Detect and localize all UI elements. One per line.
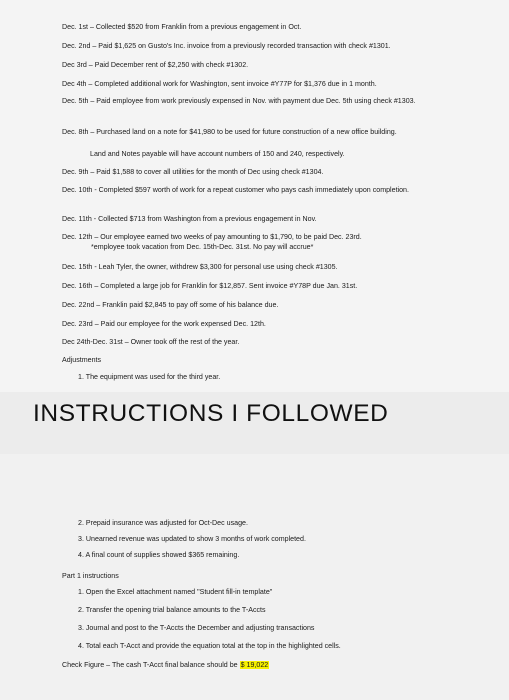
transaction-line: Dec. 8th – Purchased land on a note for $41,980 to be used for future construction of a new office building. [62, 128, 397, 136]
transaction-line: Dec 4th – Completed additional work for Washington, sent invoice #Y77P for $1,376 due in 1 month. [62, 80, 377, 88]
part1-label: Part 1 instructions [62, 572, 119, 580]
instruction-step: 1. Open the Excel attachment named "Student fill-in template" [78, 588, 273, 596]
transaction-line: Dec. 10th - Completed $597 worth of work for a repeat customer who pays cash immediately upon completion. [62, 186, 409, 194]
instructions-section [0, 454, 509, 700]
check-figure-value: $ 19,022 [240, 661, 269, 669]
transaction-line: Dec. 1st – Collected $520 from Franklin from a previous engagement in Oct. [62, 23, 302, 31]
transaction-line: Dec. 11th - Collected $713 from Washington from a previous engagement in Nov. [62, 215, 317, 223]
transaction-line: Dec. 9th – Paid $1,588 to cover all utilities for the month of Dec using check #1304. [62, 168, 324, 176]
page-heading: INSTRUCTIONS I FOLLOWED [33, 400, 389, 427]
check-figure-label: Check Figure – The cash T-Acct final balance should be [62, 661, 238, 669]
instruction-step: 2. Transfer the opening trial balance amounts to the T-Accts [78, 606, 266, 614]
adjustments-label: Adjustments [62, 356, 102, 364]
transaction-line: Dec. 16th – Completed a large job for Franklin for $12,857. Sent invoice #Y78P due Jan. 31st. [62, 282, 358, 290]
adjustment-item: 3. Unearned revenue was updated to show 3 months of work completed. [78, 535, 306, 543]
instruction-step: 4. Total each T-Acct and provide the equation total at the top in the highlighted cells. [78, 642, 341, 650]
check-figure [62, 661, 269, 670]
transaction-line: Dec. 23rd – Paid our employee for the work expensed Dec. 12th. [62, 320, 266, 328]
transaction-note: Land and Notes payable will have account numbers of 150 and 240, respectively. [90, 150, 345, 158]
transaction-line: Dec 3rd – Paid December rent of $2,250 with check #1302. [62, 61, 249, 69]
transaction-line: Dec. 5th – Paid employee from work previously expensed in Nov. with payment due Dec. 5th using check #1303. [62, 97, 416, 105]
transaction-note: *employee took vacation from Dec. 15th-Dec. 31st. No pay will accrue* [91, 243, 314, 251]
adjustment-item: 4. A final count of supplies showed $365 remaining. [78, 551, 240, 559]
adjustment-item: 2. Prepaid insurance was adjusted for Oct-Dec usage. [78, 519, 248, 527]
transaction-line: Dec 24th-Dec. 31st – Owner took off the rest of the year. [62, 338, 240, 346]
transaction-line: Dec. 22nd – Franklin paid $2,845 to pay off some of his balance due. [62, 301, 279, 309]
adjustment-item: 1. The equipment was used for the third year. [78, 373, 221, 381]
transaction-line: Dec. 2nd – Paid $1,625 on Gusto's Inc. invoice from a previously recorded transaction with check #1301. [62, 42, 391, 50]
transaction-line: Dec. 15th - Leah Tyler, the owner, withdrew $3,300 for personal use using check #1305. [62, 263, 338, 271]
transaction-line: Dec. 12th – Our employee earned two weeks of pay amounting to $1,790, to be paid Dec. 23rd. [62, 233, 362, 241]
instruction-step: 3. Journal and post to the T-Accts the December and adjusting transactions [78, 624, 315, 632]
